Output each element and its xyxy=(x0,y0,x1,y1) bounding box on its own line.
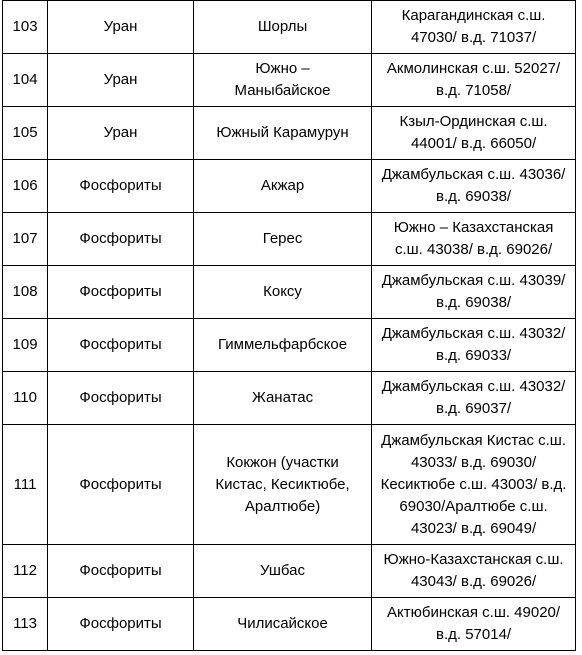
deposit-name-cell xyxy=(193,266,371,319)
mineral-type-cell-line: Фосфориты xyxy=(79,389,162,406)
deposit-name-cell xyxy=(193,54,371,107)
location-cell-line: Джамбульская с.ш. 43032/ xyxy=(381,378,566,395)
location-cell-line: 44001/ в.д. 66050/ xyxy=(410,135,537,152)
location-cell-line: Кесиктюбе с.ш. 43003/ в.д. xyxy=(380,475,567,493)
table-row xyxy=(3,213,576,266)
mineral-type-cell xyxy=(48,545,194,598)
mineral-type-cell xyxy=(48,266,194,319)
row-number-cell xyxy=(3,160,48,213)
mineral-type-cell-line: Уран xyxy=(103,124,138,141)
location-cell-line: в.д. 69033/ xyxy=(435,347,512,364)
table-row xyxy=(3,425,576,545)
mineral-type-cell-line: Фосфориты xyxy=(79,177,162,194)
location-cell-line: 47030/ в.д. 71037/ xyxy=(410,29,537,46)
location-cell-line: с.ш. 43038/ в.д. 69026/ xyxy=(394,241,553,258)
mineral-type-cell-line: Фосфориты xyxy=(79,230,162,247)
deposit-name-cell-line: Гиммельфарбское xyxy=(218,336,348,353)
table-row xyxy=(3,160,576,213)
location-cell xyxy=(372,1,576,54)
row-number-cell xyxy=(3,598,48,651)
mineral-type-cell xyxy=(48,1,194,54)
table-row xyxy=(3,1,576,54)
location-cell xyxy=(372,54,576,107)
row-number-cell xyxy=(3,372,48,425)
location-cell xyxy=(372,598,576,651)
deposit-name-cell-line: Южный Карамурун xyxy=(216,124,349,141)
deposit-name-cell-line: Кистас, Кесиктюбе, xyxy=(215,475,350,493)
row-number-cell xyxy=(3,266,48,319)
location-cell-line: в.д. 71058/ xyxy=(435,82,512,99)
location-cell-line: 43043/ в.д. 69026/ xyxy=(410,573,537,590)
location-cell-line: в.д. 69038/ xyxy=(435,188,512,205)
row-number-cell xyxy=(3,319,48,372)
row-number-cell-line: 112 xyxy=(13,562,37,579)
deposit-name-cell-line: Ушбас xyxy=(260,562,306,579)
table-row xyxy=(3,107,576,160)
row-number-cell-line: 111 xyxy=(13,475,37,493)
mineral-type-cell xyxy=(48,319,194,372)
location-cell-line: 43023/ в.д. 69049/ xyxy=(410,519,537,537)
mineral-type-cell-line: Фосфориты xyxy=(79,562,162,579)
row-number-cell-line: 106 xyxy=(12,177,38,194)
mineral-type-cell xyxy=(48,213,194,266)
mineral-type-cell-line: Уран xyxy=(103,71,138,88)
table-body xyxy=(3,1,576,651)
deposit-name-cell xyxy=(193,598,371,651)
location-cell-line: 69030/Аралтюбе с.ш. xyxy=(399,497,548,515)
deposit-name-cell xyxy=(193,319,371,372)
location-cell xyxy=(372,266,576,319)
location-cell xyxy=(372,372,576,425)
location-cell xyxy=(372,425,576,545)
mineral-type-cell xyxy=(48,372,194,425)
row-number-cell-line: 109 xyxy=(12,336,38,353)
row-number-cell-line: 104 xyxy=(12,71,38,88)
location-cell-line: Джамбульская с.ш. 43032/ xyxy=(381,325,566,342)
mineral-type-cell xyxy=(48,425,194,545)
table-row xyxy=(3,319,576,372)
location-cell-line: в.д. 69037/ xyxy=(435,400,512,417)
location-cell xyxy=(372,213,576,266)
location-cell-line: Южно – Казахстанская xyxy=(393,219,554,236)
mineral-type-cell xyxy=(48,54,194,107)
table-row xyxy=(3,266,576,319)
deposit-name-cell xyxy=(193,160,371,213)
deposit-name-cell xyxy=(193,213,371,266)
mineral-type-cell-line: Фосфориты xyxy=(79,475,162,493)
row-number-cell xyxy=(3,425,48,545)
location-cell xyxy=(372,160,576,213)
mineral-type-cell-line: Фосфориты xyxy=(79,615,162,632)
location-cell xyxy=(372,107,576,160)
location-cell-line: Акмолинская с.ш. 52027/ xyxy=(386,60,561,77)
mineral-type-cell xyxy=(48,160,194,213)
deposit-name-cell-line: Герес xyxy=(262,230,303,247)
location-cell-line: Джамбульская с.ш. 43036/ xyxy=(381,166,566,183)
mineral-type-cell-line: Уран xyxy=(103,18,138,35)
location-cell-line: Джамбульская Кистас с.ш. xyxy=(381,431,566,449)
mineral-type-cell xyxy=(48,598,194,651)
location-cell-line: в.д. 69038/ xyxy=(435,294,512,311)
deposit-name-cell xyxy=(193,1,371,54)
row-number-cell xyxy=(3,213,48,266)
location-cell-line: Кзыл-Ординская с.ш. xyxy=(399,113,548,130)
deposit-name-cell xyxy=(193,545,371,598)
location-cell-line: 43033/ в.д. 69030/ xyxy=(410,453,537,471)
location-cell-line: Джамбульская с.ш. 43039/ xyxy=(381,272,566,289)
row-number-cell-line: 108 xyxy=(12,283,38,300)
deposit-name-cell xyxy=(193,107,371,160)
mineral-type-cell-line: Фосфориты xyxy=(79,336,162,353)
row-number-cell xyxy=(3,54,48,107)
deposit-name-cell-line: Чилисайское xyxy=(237,615,328,632)
table-row xyxy=(3,54,576,107)
deposit-name-cell-line: Южно – xyxy=(255,60,310,77)
deposit-name-cell-line: Коксу xyxy=(263,283,302,300)
deposit-name-cell-line: Жанатас xyxy=(251,389,314,406)
table-row xyxy=(3,545,576,598)
location-cell xyxy=(372,319,576,372)
row-number-cell-line: 103 xyxy=(12,18,38,35)
row-number-cell-line: 105 xyxy=(12,124,38,141)
mineral-type-cell-line: Фосфориты xyxy=(79,283,162,300)
row-number-cell-line: 113 xyxy=(13,615,37,632)
row-number-cell xyxy=(3,1,48,54)
location-cell-line: Южно-Казахстанская с.ш. xyxy=(383,551,564,568)
deposit-name-cell-line: Кокжон (участки xyxy=(226,453,339,471)
row-number-cell xyxy=(3,545,48,598)
deposit-name-cell-line: Маныбайское xyxy=(234,82,331,99)
deposit-name-cell xyxy=(193,372,371,425)
location-cell-line: Карагандинская с.ш. xyxy=(401,7,546,24)
table-row xyxy=(3,372,576,425)
mineral-type-cell xyxy=(48,107,194,160)
row-number-cell-line: 107 xyxy=(12,230,38,247)
location-cell xyxy=(372,545,576,598)
location-cell-line: в.д. 57014/ xyxy=(435,626,512,643)
row-number-cell-line: 110 xyxy=(13,389,37,406)
deposits-table xyxy=(2,0,576,651)
deposit-name-cell-line: Аралтюбе) xyxy=(244,497,321,515)
location-cell-line: Актюбинская с.ш. 49020/ xyxy=(387,604,561,621)
deposit-name-cell-line: Шорлы xyxy=(257,18,308,35)
deposit-name-cell-line: Акжар xyxy=(260,177,305,194)
row-number-cell xyxy=(3,107,48,160)
deposit-name-cell xyxy=(193,425,371,545)
table-row xyxy=(3,598,576,651)
